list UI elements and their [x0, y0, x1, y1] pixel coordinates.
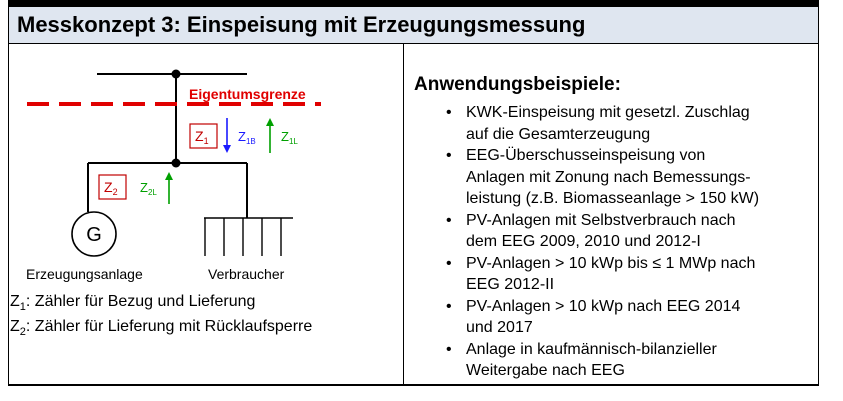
- lieferung-arrow-1-head: [266, 118, 274, 126]
- legend-symbol: Z: [10, 293, 20, 310]
- legend-item-z2: [10, 317, 312, 342]
- legend-subscript: 2: [19, 326, 26, 339]
- bottom-border: [8, 384, 819, 386]
- applications-heading: Anwendungsbeispiele:: [414, 74, 621, 95]
- meter-z2-label: $Z_2$: [104, 179, 118, 197]
- applications-panel: [414, 74, 814, 382]
- arrow-z1b-label: $Z_{1B}$: [238, 129, 256, 146]
- list-item: • Anlage in kaufmännisch-bilanzieller Weitergabe nach EEG: [414, 339, 814, 382]
- legend-text: : Zähler für Lieferung mit Rücklaufsperre: [25, 318, 313, 336]
- legend-symbol: Z: [10, 318, 20, 336]
- generator-label: Erzeugungsanlage: [26, 266, 143, 282]
- legend-text: : Zähler für Bezug und Lieferung: [25, 293, 256, 310]
- meter-legend: [10, 292, 312, 342]
- metering-diagram-svg: [9, 44, 403, 284]
- lieferung-arrow-2-head: [165, 172, 173, 180]
- page-title: Messkonzept 3: Einspeisung mit Erzeugungsmessung: [17, 12, 586, 37]
- metering-diagram: [9, 44, 403, 284]
- list-item: • PV-Anlagen > 10 kWp bis ≤ 1 MWp nach EEG 2012-II: [414, 253, 814, 296]
- list-item: • KWK-Einspeisung mit gesetzl. Zuschlag auf die Gesamterzeugung: [414, 102, 814, 145]
- list-item: • PV-Anlagen > 10 kWp nach EEG 2014 und 2017: [414, 296, 814, 339]
- list-item: • EEG-Überschusseinspeisung von Anlagen mit Zonung nach Bemessungs- leistung (z.B. Biomasseanlage > 150 kW): [414, 145, 814, 210]
- title-bar: [9, 7, 818, 44]
- meter-z1-label: $Z_1$: [195, 128, 209, 146]
- applications-list: [414, 102, 814, 382]
- boundary-label: Eigentumsgrenze: [189, 86, 306, 102]
- arrow-z2l-label: $Z_{2L}$: [140, 180, 157, 197]
- generator-symbol: G: [86, 224, 102, 246]
- bezug-arrow-head: [223, 145, 231, 153]
- arrow-z1l-label: $Z_{1L}$: [281, 129, 298, 146]
- legend-subscript: 1: [19, 301, 26, 314]
- list-item: • PV-Anlagen mit Selbstverbrauch nach dem EEG 2009, 2010 und 2012-I: [414, 210, 814, 253]
- legend-item-z1: [10, 292, 312, 317]
- consumer-label: Verbraucher: [208, 266, 285, 282]
- column-divider: [403, 44, 404, 385]
